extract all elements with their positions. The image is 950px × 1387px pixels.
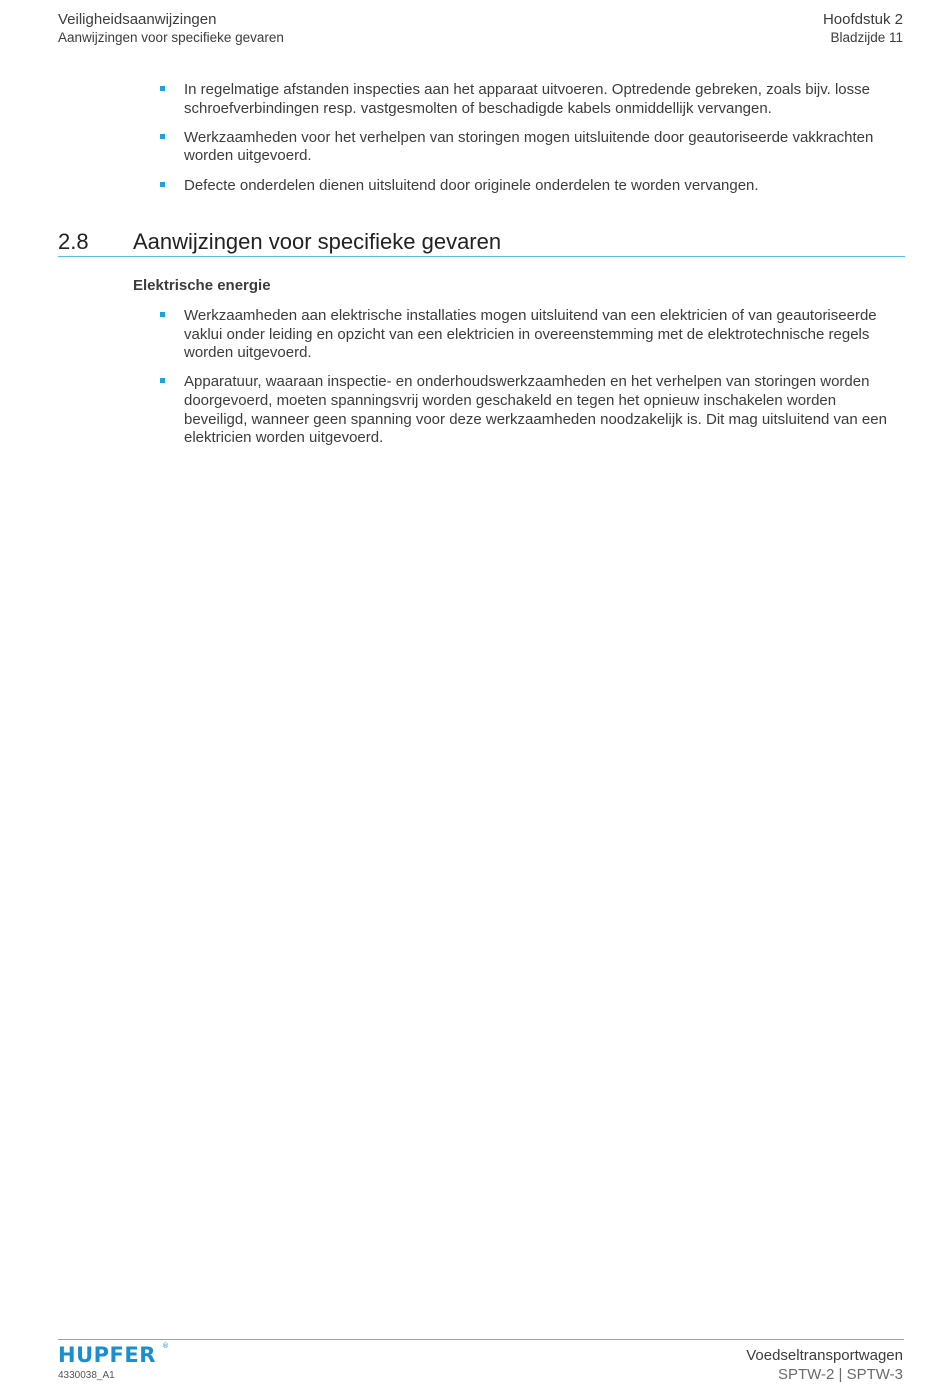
chapter-label: Hoofdstuk 2 [822, 11, 903, 28]
bullet-square-icon [160, 134, 165, 139]
bullet-text: Apparatuur, waaraan inspectie- en onderhoudswerkzaamheden en het verhelpen van storingen worden doorgevoerd, moeten spanningsvrij worden geschakeld en tegen het opnieuw inschakelen worden beveiligd, wanneer geen spanning voor deze werkzaamheden noodzakelijk is. Dit mag uitsluitend van een elektricien worden uitgevoerd. [184, 373, 887, 447]
bullet-text: In regelmatige afstanden inspecties aan het apparaat uitvoeren. Optredende gebreken, zoals bijv. losse schroefverbindingen resp. vastgesmolten of beschadigde kabels onmiddellijk vervangen. [184, 81, 870, 117]
list-item [160, 307, 900, 363]
page-header-right [823, 11, 903, 47]
footer-product [746, 1346, 903, 1384]
footer-divider [58, 1339, 904, 1340]
list-item [160, 129, 900, 166]
logo-wordmark: HUPFER [58, 1343, 156, 1367]
bullet-text: Defecte onderdelen dienen uitsluitend door originele onderdelen te worden vervangen. [184, 176, 759, 194]
intro-bullet-list [160, 81, 900, 206]
bullet-square-icon [160, 86, 165, 91]
hupfer-logo [58, 1342, 169, 1367]
page-number: Bladzijde 11 [830, 30, 903, 45]
subsection-heading: Elektrische energie [133, 277, 271, 294]
section-title-header: Aanwijzingen voor specifieke gevaren [58, 30, 284, 45]
section-heading [58, 228, 905, 257]
list-item [160, 81, 900, 118]
document-id: 4330038_A1 [58, 1370, 115, 1381]
page-header-left [58, 11, 284, 47]
list-item [160, 177, 900, 196]
chapter-title: Veiligheidsaanwijzingen [58, 11, 217, 28]
bullet-text: Werkzaamheden voor het verhelpen van storingen mogen uitsluitende door geautoriseerde vakkrachten worden uitgevoerd. [184, 128, 874, 165]
section-title: Aanwijzingen voor specifieke gevaren [133, 229, 502, 254]
bullet-square-icon [160, 378, 165, 383]
bullet-square-icon [160, 312, 165, 317]
section-bullet-list [160, 307, 900, 458]
bullet-square-icon [160, 182, 165, 187]
bullet-text: Werkzaamheden aan elektrische installaties mogen uitsluitend van een elektricien of van geautoriseerde vaklui onder leiding en opzicht van een elektricien in overeenstemming met de elektrotechnische regels worden uitgevoerd. [184, 307, 877, 362]
product-models: SPTW-2 | SPTW-3 [777, 1366, 903, 1383]
list-item [160, 373, 900, 447]
product-name: Voedseltransportwagen [746, 1347, 903, 1364]
section-number: 2.8 [58, 229, 89, 254]
registered-mark: ® [162, 1342, 169, 1350]
